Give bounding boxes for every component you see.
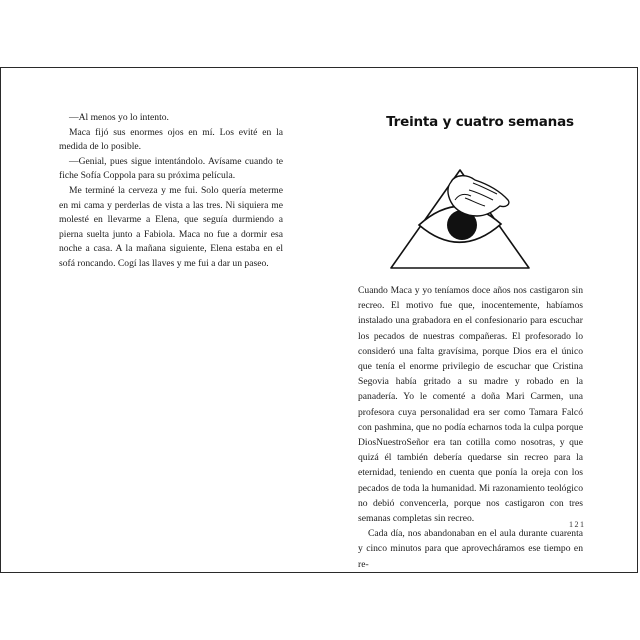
page-number: 121 [569, 520, 586, 529]
paragraph: Me terminé la cerveza y me fui. Solo quería meterme en mi cama y perderlas de vista a las tres. Ni siquiera me molesté en llevarme a Elena, que seguía durmiendo a pierna suelta junto a Fabiola. Maca no fue a dormir esa noche a casa. A la mañana siguiente, Elena estaba en el sofá roncando. Cogí las llaves y me fui a dar un paseo. [59, 184, 283, 269]
paragraph: —Genial, pues sigue intentándolo. Avísame cuando te fiche Sofía Coppola para su próxima película. [59, 155, 283, 182]
right-page [320, 68, 639, 572]
left-page [1, 68, 320, 572]
chapter-title: Treinta y cuatro semanas [386, 114, 574, 130]
right-page-text [358, 283, 583, 572]
book-spread [0, 67, 638, 573]
eye-in-triangle-icon [385, 160, 535, 272]
paragraph: Cuando Maca y yo teníamos doce años nos castigaron sin recreo. El motivo fue que, inocentemente, habíamos instalado una grabadora en el confesionario para escuchar los pecados de nuestras compañeras. El profesorado lo consideró una falta gravísima, porque Dios era el único que tenía el enorme privilegio de escuchar que Cristina Segovia había gritado a su madre y robado en la panadería. Yo le comenté a doña Mari Carmen, una profesora cuya personalidad era ser como Tamara Falcó con pashmina, que no podía echarnos toda la culpa porque DiosNuestroSeñor era tan cotilla como nosotras, y que quizá él también debería quedarse sin recreo para la eternidad, teniendo en cuenta que ponía la oreja con los pecados de toda la humanidad. Mi razonamiento teológico no debió convencerla, porque nos castigaron con tres semanas completas sin recreo. [358, 285, 583, 525]
paragraph: Maca fijó sus enormes ojos en mí. Los evité en la medida de lo posible. [59, 126, 283, 153]
left-page-text [59, 111, 283, 272]
paragraph: Cada día, nos abandonaban en el aula durante cuarenta y cinco minutos para que aprovecháramos ese tiempo en re- [358, 528, 583, 570]
paragraph: —Al menos yo lo intento. [69, 112, 169, 123]
